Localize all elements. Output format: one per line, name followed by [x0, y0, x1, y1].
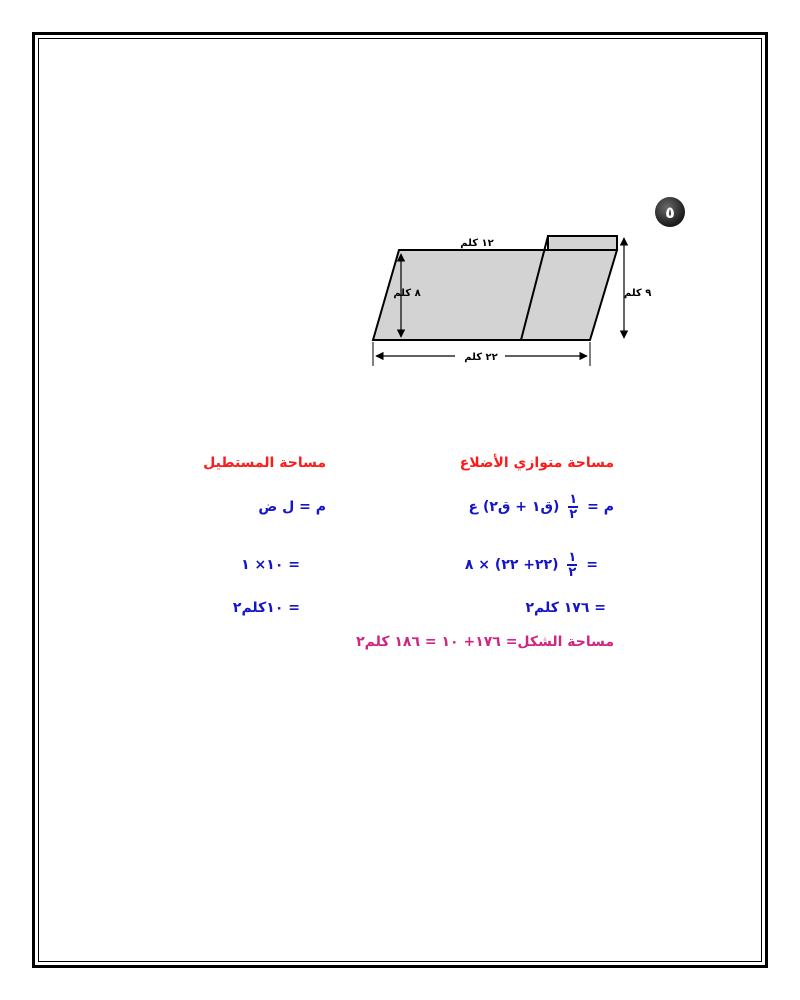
formula-left: م =: [587, 499, 614, 515]
parallelogram-step2: = $\frac{١}{٢}$ (٢٢+ ٢٢) × ٨: [464, 550, 598, 580]
parallelogram-formula: [469, 493, 614, 521]
rectangle-area-heading: مساحة المستطيل: [203, 455, 326, 471]
fraction-half: $\frac{١}{٢}$: [569, 492, 578, 522]
total-area: مساحة الشكل= ١٧٦+ ١٠ = ١٨٦ كلم٢: [356, 634, 614, 650]
parallelogram-area-heading: مساحة متوازي الأضلاع: [459, 455, 614, 471]
left-height-label: ٨ كلم: [393, 288, 421, 299]
rectangle-step2: = ١٠× ١: [241, 557, 300, 573]
right-height-label: ٩ كلم: [624, 288, 652, 299]
problem-number-badge: ٥: [655, 197, 685, 227]
formula-right: (ق١ + ق٢) ع: [468, 499, 560, 515]
fraction-half-2: $\frac{١}{٢}$: [568, 550, 577, 580]
rectangle-result: = ١٠كلم٢: [232, 600, 300, 616]
top-length-label: ١٢ كلم: [460, 238, 494, 249]
parallelogram-result: = ١٧٦ كلم٢: [525, 600, 606, 616]
bottom-length-label: ٢٢ كلم: [464, 352, 498, 363]
rectangle-formula: م = ل ض: [258, 499, 326, 515]
